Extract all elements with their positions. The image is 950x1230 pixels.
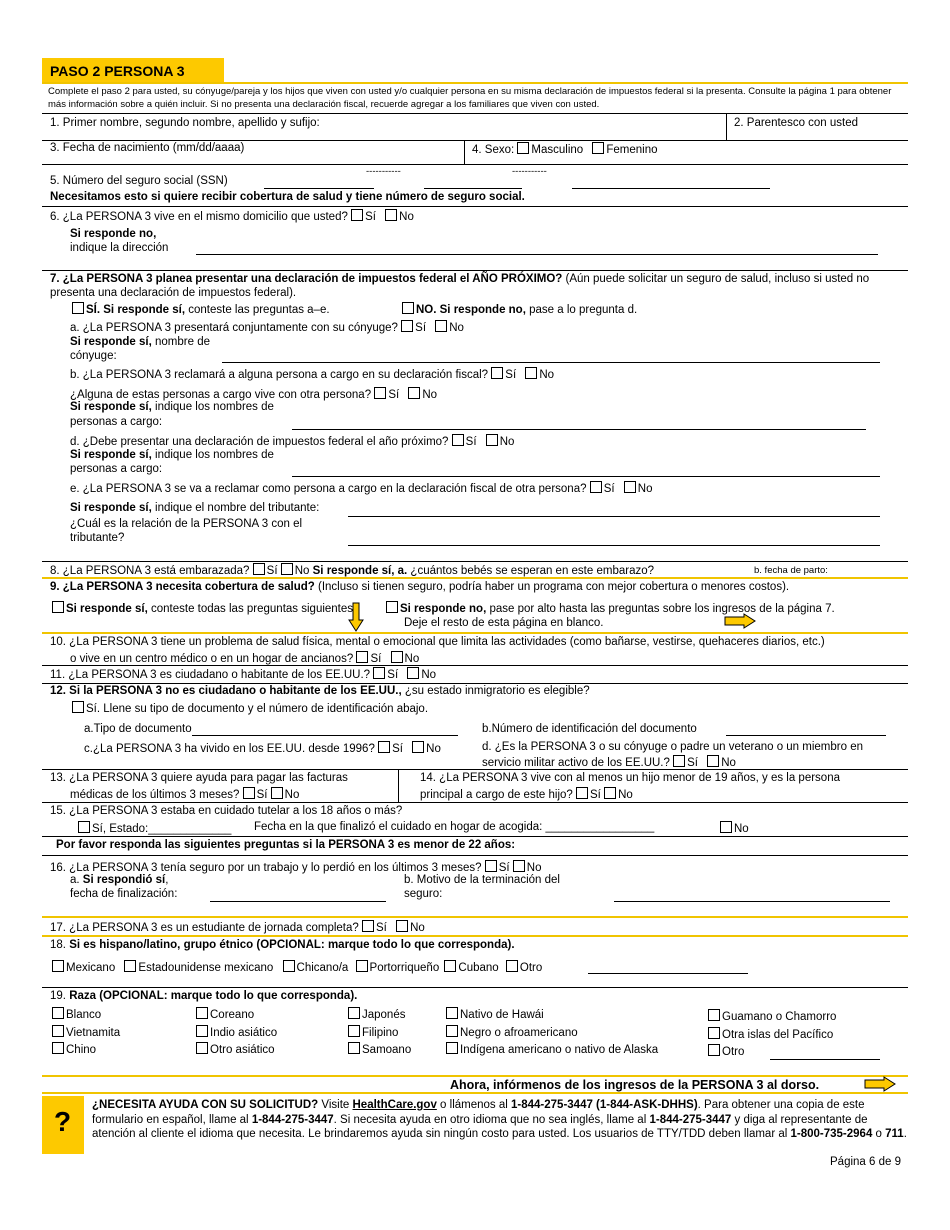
ethnicity-label: Estadounidense mexicano bbox=[138, 962, 274, 974]
race-checkbox[interactable] bbox=[196, 1007, 208, 1019]
race-label: Otra islas del Pacífico bbox=[722, 1028, 834, 1041]
q7-yes bbox=[72, 302, 330, 316]
q19-label bbox=[50, 990, 357, 1002]
q9-label-bold: 9. ¿La PERSONA 3 necesita cobertura de salud? bbox=[50, 581, 315, 593]
q7c-label: ¿Alguna de estas personas a cargo vive con otra persona? bbox=[70, 389, 372, 401]
race-label: Japonés bbox=[362, 1009, 406, 1021]
female-checkbox[interactable] bbox=[592, 142, 604, 154]
q15-label: 15. ¿La PERSONA 3 estaba en cuidado tutelar a los 18 años o más? bbox=[50, 805, 403, 817]
q7c-if-rest: indique los nombres de bbox=[151, 401, 274, 413]
q8-yes-checkbox[interactable] bbox=[253, 563, 265, 575]
q8-label: 8. ¿La PERSONA 3 está embarazada? bbox=[50, 565, 250, 577]
race-label: Filipino bbox=[362, 1026, 399, 1039]
q10-no-label: No bbox=[404, 653, 420, 665]
q6-yes-checkbox[interactable] bbox=[351, 209, 363, 221]
divider bbox=[42, 82, 908, 84]
q16a bbox=[70, 874, 168, 886]
help-text bbox=[92, 1098, 908, 1142]
q12-label bbox=[50, 685, 590, 697]
q10-label: 10. ¿La PERSONA 3 tiene un problema de salud física, mental o emocional que limita las actividades (como bañarse, vestirse, quehaceres diarios, etc.) bbox=[50, 636, 825, 648]
tty-short-number: 711 bbox=[885, 1128, 904, 1140]
q11-yes-checkbox[interactable] bbox=[373, 667, 385, 679]
race-checkbox[interactable] bbox=[446, 1025, 458, 1037]
q14-label-2: principal a cargo de este hijo? bbox=[420, 789, 573, 801]
q8-if-rest: ¿cuántos bebés se esperan en este embarazo? bbox=[407, 565, 655, 577]
q16-yes-label: Sí bbox=[498, 862, 510, 874]
q12b-label: b.Número de identificación del documento bbox=[482, 723, 697, 735]
race-checkbox[interactable] bbox=[348, 1025, 360, 1037]
race-label: Indígena americano o nativo de Alaska bbox=[460, 1044, 659, 1056]
q7e-if-rest: indique el nombre del tributante: bbox=[151, 502, 320, 514]
q16-yes-checkbox[interactable] bbox=[485, 860, 497, 872]
race-checkbox[interactable] bbox=[52, 1025, 64, 1037]
race-checkbox[interactable] bbox=[708, 1009, 720, 1021]
ssn-part3-field[interactable] bbox=[572, 188, 770, 189]
ethnicity-other-field[interactable] bbox=[588, 973, 748, 974]
q12d-no-label: No bbox=[721, 757, 736, 769]
q12c-no-checkbox[interactable] bbox=[412, 741, 424, 753]
help-text-3: . Para obtener una copia de este formulario en español, llame al bbox=[92, 1099, 865, 1126]
q6-no-checkbox[interactable] bbox=[385, 209, 397, 221]
q7e-yes-checkbox[interactable] bbox=[590, 481, 602, 493]
q9-label bbox=[50, 581, 789, 593]
q7c-if-2: personas a cargo: bbox=[70, 416, 163, 428]
q17-yes-label: Sí bbox=[375, 922, 387, 934]
q12d-label: d. ¿Es la PERSONA 3 o su cónyuge o padre un veterano o un miembro en bbox=[482, 741, 863, 753]
ethnicity-portorriqueno-checkbox[interactable] bbox=[356, 960, 368, 972]
q15-yes-label: Sí, Estado:_____________ bbox=[92, 823, 232, 835]
q11 bbox=[50, 667, 436, 681]
q14-yes-label: Sí bbox=[590, 789, 601, 801]
q7c-if bbox=[70, 401, 274, 413]
q12c-no-label: No bbox=[426, 743, 441, 755]
ssn-part2-field[interactable] bbox=[424, 188, 522, 189]
healthcare-gov-link[interactable]: HealthCare.gov bbox=[352, 1099, 437, 1111]
q9-yes bbox=[52, 601, 353, 615]
q12d-no-checkbox[interactable] bbox=[707, 755, 719, 767]
q7c-no-checkbox[interactable] bbox=[408, 387, 420, 399]
q7c-if-bold: Si responde sí, bbox=[70, 401, 152, 413]
race-checkbox[interactable] bbox=[446, 1007, 458, 1019]
q7c: ¿Alguna de estas personas a cargo vive con otra persona? Sí No bbox=[70, 389, 438, 401]
q7e-if-bold: Si responde sí, bbox=[70, 502, 152, 514]
q7e-rel-2: tributante? bbox=[70, 532, 125, 544]
q6-yes-label: Sí bbox=[365, 211, 376, 223]
address-field[interactable] bbox=[196, 254, 878, 255]
q7e-rel: ¿Cuál es la relación de la PERSONA 3 con el bbox=[70, 518, 303, 530]
q17-label: 17. ¿La PERSONA 3 es un estudiante de jornada completa? bbox=[50, 922, 359, 934]
q1-label: 1. Primer nombre, segundo nombre, apellido y sufijo: bbox=[50, 117, 320, 129]
ethnicity-label: Cubano bbox=[458, 962, 499, 974]
q8-no-checkbox[interactable] bbox=[281, 563, 293, 575]
q9-no-checkbox[interactable] bbox=[386, 601, 398, 613]
q7-no bbox=[402, 302, 637, 316]
q7a: a. ¿La PERSONA 3 presentará conjuntamente con su cónyuge? Sí No bbox=[70, 322, 464, 334]
page-number: Página 6 de 9 bbox=[830, 1156, 901, 1168]
section-title: PASO 2 PERSONA 3 bbox=[50, 63, 185, 79]
phone-number: 1-844-275-3447 bbox=[649, 1113, 732, 1126]
help-text-6: o bbox=[872, 1128, 886, 1140]
form-page bbox=[42, 58, 908, 1228]
ethnicity-label: Portorriqueño bbox=[369, 962, 440, 974]
q10-yes-label: Sí bbox=[370, 653, 382, 665]
q12c-yes-label: Sí bbox=[392, 743, 403, 755]
race-label: Blanco bbox=[66, 1009, 102, 1021]
q7-yes-checkbox[interactable] bbox=[72, 302, 84, 314]
termination-reason-field[interactable] bbox=[614, 901, 890, 902]
q15-no bbox=[720, 821, 749, 835]
q14-no-checkbox[interactable] bbox=[604, 787, 616, 799]
q7d-if-rest: indique los nombres de bbox=[151, 449, 274, 461]
q12-label-bold: 12. Si la PERSONA 3 no es ciudadano o habitante de los EE.UU., bbox=[50, 685, 402, 697]
race-col-5 bbox=[708, 1009, 836, 1062]
q18-num: 18. bbox=[50, 939, 70, 951]
q13-yes-checkbox[interactable] bbox=[243, 787, 255, 799]
q15-date: Fecha en la que finalizó el cuidado en hogar de acogida: _________________ bbox=[254, 821, 655, 833]
q7a-yes-checkbox[interactable] bbox=[401, 320, 413, 332]
q16 bbox=[50, 860, 541, 874]
q9-label-rest: (Incluso si tienen seguro, podría haber un programa con mejor cobertura o menores costos). bbox=[314, 581, 790, 593]
help-text-7: . bbox=[903, 1128, 907, 1140]
q7a-no-checkbox[interactable] bbox=[435, 320, 447, 332]
question-icon: ? bbox=[54, 1106, 72, 1137]
q8b-label: b. fecha de parto: bbox=[754, 565, 828, 576]
q16a-prefix: a. bbox=[70, 874, 83, 886]
help-text-1: Visite bbox=[318, 1099, 353, 1111]
q10-no-checkbox[interactable] bbox=[391, 651, 403, 663]
q12c-label: c.¿La PERSONA 3 ha vivido en los EE.UU. desde 1996? bbox=[84, 743, 375, 755]
q9-no-rest-2: Deje el resto de esta página en blanco. bbox=[404, 617, 604, 629]
right-arrow-icon bbox=[724, 613, 756, 629]
q6-if-no-2: indique la dirección bbox=[70, 242, 169, 254]
down-arrow-icon bbox=[348, 602, 364, 632]
q11-yes-label: Sí bbox=[387, 669, 399, 681]
q7a-if-bold: Si responde sí, bbox=[70, 336, 152, 348]
q7-yes-bold: SÍ. Si responde sí, bbox=[86, 304, 186, 316]
phone-number: 1-844-275-3447 (1-844-ASK-DHHS) bbox=[511, 1099, 698, 1111]
race-checkbox[interactable] bbox=[348, 1042, 360, 1054]
q4-sex bbox=[472, 142, 658, 156]
end-date-field[interactable] bbox=[210, 901, 386, 902]
document-type-field[interactable] bbox=[192, 735, 458, 736]
race-label: Negro o afroamericano bbox=[460, 1026, 578, 1039]
q6-if-no: Si responde no, bbox=[70, 228, 157, 240]
q5-note: Necesitamos esto si quiere recibir cobertura de salud y tiene número de seguro social. bbox=[50, 191, 525, 203]
q7e: e. ¿La PERSONA 3 se va a reclamar como persona a cargo en la declaración fiscal de otra persona? Sí No bbox=[70, 483, 653, 495]
q11-no-label: No bbox=[421, 669, 437, 681]
race-checkbox[interactable] bbox=[52, 1007, 64, 1019]
q9-yes-bold: Si responde sí, bbox=[66, 603, 148, 615]
section-title-box bbox=[42, 58, 224, 82]
race-label: Guamano o Chamorro bbox=[722, 1011, 837, 1023]
ssn-part1-field[interactable] bbox=[264, 188, 374, 189]
male-checkbox[interactable] bbox=[517, 142, 529, 154]
q19-num: 19. bbox=[50, 990, 70, 1002]
help-bold: ¿NECESITA AYUDA CON SU SOLICITUD? bbox=[92, 1099, 319, 1111]
ethnicity-label: Chicano/a bbox=[296, 962, 349, 974]
ethnicity-otro-checkbox[interactable] bbox=[506, 960, 518, 972]
q18-label bbox=[50, 939, 515, 951]
q12-yes-label: Sí. Llene su tipo de documento y el número de identificación abajo. bbox=[86, 703, 429, 715]
race-checkbox[interactable] bbox=[708, 1027, 720, 1039]
race-checkbox[interactable] bbox=[196, 1025, 208, 1037]
q7-label-rest: (Aún puede solicitar un seguro de salud, incluso si usted no presenta una declaración de impuestos federal). bbox=[50, 273, 870, 299]
q15-no-checkbox[interactable] bbox=[720, 821, 732, 833]
ethnicity-chicano-checkbox[interactable] bbox=[283, 960, 295, 972]
q2-label: 2. Parentesco con usted bbox=[734, 117, 859, 129]
q7e-no-checkbox[interactable] bbox=[624, 481, 636, 493]
q10-label-2: o vive en un centro médico o en un hogar de ancianos? bbox=[70, 653, 354, 665]
spouse-name-field[interactable] bbox=[222, 362, 880, 363]
race-checkbox[interactable] bbox=[708, 1044, 720, 1056]
ethnicity-cubano-checkbox[interactable] bbox=[444, 960, 456, 972]
q9-yes-rest: conteste todas las preguntas siguientes bbox=[147, 603, 354, 615]
q3-label: 3. Fecha de nacimiento (mm/dd/aaaa) bbox=[50, 142, 245, 154]
race-col-2 bbox=[196, 1007, 277, 1060]
q7a-if bbox=[70, 336, 210, 348]
q19-label-bold: Raza (OPCIONAL: marque todo lo que corresponda). bbox=[69, 990, 358, 1002]
intro-text: Complete el paso 2 para usted, su cónyuge/pareja y los hijos que viven con usted y/o cualquier persona en su misma declaración de impuestos federal si la presenta. Consulte la página 1 para obtener más información sobre a quién incluir. Si no presenta una declaración fiscal, recuerde agregar a los familiares que viven con usted. bbox=[48, 86, 892, 110]
q4-label: 4. Sexo: bbox=[472, 144, 515, 156]
ethnicity-estadounidense-mexicano-checkbox[interactable] bbox=[124, 960, 136, 972]
q16b: b. Motivo de la terminación del bbox=[404, 874, 560, 886]
q8-yes-label: Sí bbox=[266, 565, 278, 577]
female-label: Femenino bbox=[606, 144, 658, 156]
male-label: Masculino bbox=[531, 144, 584, 156]
q7d: d. ¿Debe presentar una declaración de impuestos federal el año próximo? Sí No bbox=[70, 436, 515, 448]
q17-yes-checkbox[interactable] bbox=[362, 920, 374, 932]
q11-label: 11. ¿La PERSONA 3 es ciudadano o habitante de los EE.UU.? bbox=[50, 669, 371, 681]
q7c-yes-checkbox[interactable] bbox=[374, 387, 386, 399]
q13-label-2: médicas de los últimos 3 meses? bbox=[70, 789, 240, 801]
q14-no-label: No bbox=[618, 789, 633, 801]
q6 bbox=[50, 209, 414, 223]
race-checkbox[interactable] bbox=[196, 1042, 208, 1054]
race-other-field[interactable] bbox=[770, 1059, 880, 1060]
q7d-no-checkbox[interactable] bbox=[486, 434, 498, 446]
q12-label-rest: ¿su estado inmigratorio es elegible? bbox=[401, 685, 590, 697]
q15-yes-checkbox[interactable] bbox=[78, 821, 90, 833]
race-checkbox[interactable] bbox=[52, 1042, 64, 1054]
ethnicity-label: Otro bbox=[519, 962, 543, 974]
q13 bbox=[70, 787, 299, 801]
q13-no-label: No bbox=[284, 789, 300, 801]
q7e-if bbox=[70, 502, 319, 514]
q12c bbox=[84, 741, 441, 755]
help-box bbox=[42, 1096, 84, 1154]
q7-yes-rest: conteste las preguntas a–e. bbox=[185, 304, 330, 316]
q9-no-bold: Si responde no, bbox=[400, 603, 487, 615]
q7a-if-rest: nombre de bbox=[151, 336, 210, 348]
document-number-field[interactable] bbox=[726, 735, 886, 736]
q14-yes-checkbox[interactable] bbox=[576, 787, 588, 799]
q16b-2: seguro: bbox=[404, 888, 443, 900]
race-label: Vietnamita bbox=[66, 1026, 121, 1039]
q5-label: 5. Número del seguro social (SSN) bbox=[50, 175, 228, 187]
dependents-field-2[interactable] bbox=[292, 476, 880, 477]
q12-yes bbox=[72, 701, 428, 715]
race-label: Chino bbox=[66, 1044, 97, 1056]
q18-options bbox=[52, 960, 542, 974]
ssn-dash-2: ----------- bbox=[512, 166, 547, 177]
q14-label: 14. ¿La PERSONA 3 vive con al menos un hijo menor de 19 años, y es la persona bbox=[420, 772, 840, 784]
q7d-label: d. ¿Debe presentar una declaración de impuestos federal el año próximo? bbox=[70, 436, 449, 448]
race-col-1 bbox=[52, 1007, 120, 1060]
help-text-4: . Si necesita ayuda en otro idioma que no sea inglés, llame al bbox=[333, 1113, 650, 1126]
q7d-if-2: personas a cargo: bbox=[70, 463, 163, 475]
q16-no-label: No bbox=[526, 862, 542, 874]
q10 bbox=[70, 651, 419, 665]
q10-yes-checkbox[interactable] bbox=[356, 651, 368, 663]
q6-label: 6. ¿La PERSONA 3 vive en el mismo domicilio que usted? bbox=[50, 211, 348, 223]
q12d-label-2: servicio militar activo de los EE.UU.? bbox=[482, 757, 670, 769]
q16-no-checkbox[interactable] bbox=[513, 860, 525, 872]
right-arrow-icon bbox=[864, 1076, 896, 1092]
q17 bbox=[50, 920, 425, 934]
race-label: Indio asiático bbox=[210, 1026, 278, 1039]
q7d-if-bold: Si responde sí, bbox=[70, 449, 152, 461]
q12c-yes-checkbox[interactable] bbox=[378, 741, 390, 753]
q7b-yes-checkbox[interactable] bbox=[491, 367, 503, 379]
help-text-5: y diga al representante de atención al cliente el idioma que necesita. Le brindaremos ayuda sin ningún costo para usted. Los usuarios de TTY/TDD deben llamar al bbox=[92, 1113, 868, 1140]
q7-no-bold: NO. Si responde no, bbox=[416, 304, 526, 316]
q13-yes-label: Sí bbox=[256, 789, 268, 801]
q7d-if bbox=[70, 449, 274, 461]
race-checkbox[interactable] bbox=[348, 1007, 360, 1019]
race-label: Otro asiático bbox=[210, 1044, 275, 1056]
taxpayer-name-field[interactable] bbox=[348, 516, 880, 517]
race-label: Samoano bbox=[362, 1044, 412, 1056]
q17-no-label: No bbox=[410, 922, 425, 934]
q12d-yes-checkbox[interactable] bbox=[673, 755, 685, 767]
q8-no-label: No bbox=[294, 565, 310, 577]
relationship-field[interactable] bbox=[348, 545, 880, 546]
q13-no-checkbox[interactable] bbox=[271, 787, 283, 799]
q13-label: 13. ¿La PERSONA 3 quiere ayuda para pagar las facturas bbox=[50, 772, 348, 784]
race-label: Nativo de Hawái bbox=[460, 1009, 544, 1021]
q7b: b. ¿La PERSONA 3 reclamará a alguna persona a cargo en su declaración fiscal? Sí No bbox=[70, 369, 555, 381]
q7b-no-checkbox[interactable] bbox=[525, 367, 537, 379]
q16a-bold: Si respondió sí bbox=[82, 874, 166, 886]
q12-yes-checkbox[interactable] bbox=[72, 701, 84, 713]
q8 bbox=[50, 563, 654, 577]
ssn-dash-1: ----------- bbox=[366, 166, 401, 177]
q9-no-rest: pase por alto hasta las preguntas sobre los ingresos de la página 7. bbox=[486, 603, 835, 615]
race-col-3 bbox=[348, 1007, 411, 1060]
q12d bbox=[482, 755, 736, 769]
q9-yes-checkbox[interactable] bbox=[52, 601, 64, 613]
q7d-yes-checkbox[interactable] bbox=[452, 434, 464, 446]
q12a-label: a.Tipo de documento bbox=[84, 723, 192, 735]
q7a-if-2: cónyuge: bbox=[70, 350, 117, 362]
race-label: Otro bbox=[722, 1046, 745, 1058]
race-col-4 bbox=[446, 1007, 658, 1060]
q6-no-label: No bbox=[399, 211, 414, 223]
dependents-field-1[interactable] bbox=[292, 429, 866, 430]
ethnicity-label: Mexicano bbox=[66, 962, 116, 974]
q7b-label: b. ¿La PERSONA 3 reclamará a alguna persona a cargo en su declaración fiscal? bbox=[70, 369, 489, 381]
next-page-note: Ahora, infórmenos de los ingresos de la PERSONA 3 al dorso. bbox=[450, 1078, 820, 1092]
q17-no-checkbox[interactable] bbox=[396, 920, 408, 932]
q11-no-checkbox[interactable] bbox=[407, 667, 419, 679]
tty-number: 1-800-735-2964 bbox=[790, 1128, 873, 1140]
q14 bbox=[420, 787, 633, 801]
q7-label bbox=[50, 272, 898, 300]
phone-number: 1-844-275-3447 bbox=[251, 1113, 334, 1126]
q7a-label: a. ¿La PERSONA 3 presentará conjuntamente con su cónyuge? bbox=[70, 322, 398, 334]
q7-no-checkbox[interactable] bbox=[402, 302, 414, 314]
help-text-2: o llámenos al bbox=[436, 1099, 512, 1111]
q7-no-rest: pase a lo pregunta d. bbox=[525, 304, 638, 316]
q16-label: 16. ¿La PERSONA 3 tenía seguro por un trabajo y lo perdió en los últimos 3 meses? bbox=[50, 862, 482, 874]
q16a-2: fecha de finalización: bbox=[70, 888, 178, 900]
q7e-label: e. ¿La PERSONA 3 se va a reclamar como persona a cargo en la declaración fiscal de otra persona? bbox=[70, 483, 587, 495]
q9-no bbox=[386, 601, 835, 615]
q12d-yes-label: Sí bbox=[687, 757, 698, 769]
q15-yes bbox=[78, 821, 231, 835]
race-label: Coreano bbox=[210, 1009, 255, 1021]
ethnicity-mexicano-checkbox[interactable] bbox=[52, 960, 64, 972]
q15-no-label: No bbox=[734, 823, 749, 835]
q16a-comma: , bbox=[165, 874, 169, 886]
q8-if-bold: Si responde sí, a. bbox=[312, 565, 408, 577]
race-checkbox[interactable] bbox=[446, 1042, 458, 1054]
q18-label-bold: Si es hispano/latino, grupo étnico (OPCIONAL: marque todo lo que corresponda). bbox=[69, 939, 515, 951]
q7-label-bold: 7. ¿La PERSONA 3 planea presentar una declaración de impuestos federal el AÑO PRÓXIMO? bbox=[50, 273, 563, 285]
under-22-heading: Por favor responda las siguientes preguntas si la PERSONA 3 es menor de 22 años: bbox=[56, 839, 516, 851]
